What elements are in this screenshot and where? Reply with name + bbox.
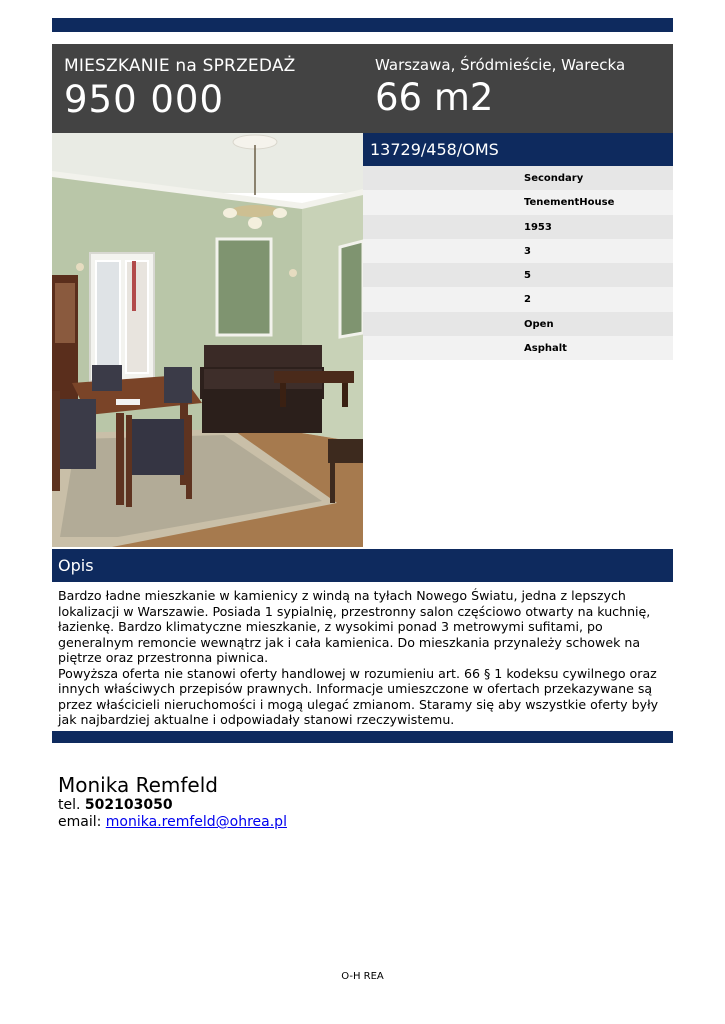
listing-header <box>52 44 673 133</box>
agent-phone-line <box>58 797 287 814</box>
description-paragraph: Bardzo ładne mieszkanie w kamienicy z windą na tyłach Nowego Światu, jedna z lepszych lokalizacji w Warszawie. Posiada 1 sypialnię, przestronny salon częściowo otwarty na kuchnię, łazienkę. Bardzo klimatyczne mieszkanie, z wysokimi ponad 3 metrowymi sufitami, po generalnym remoncie wewnątrz jak i cała kamienica. Do mieszkania przynależy schowek na piętrze oraz przestronna piwnica. <box>58 588 651 665</box>
bottom-accent-bar <box>52 731 673 743</box>
top-accent-bar <box>52 18 673 32</box>
detail-row-rooms <box>363 239 673 263</box>
header-right <box>375 56 625 119</box>
detail-row-building-type <box>363 190 673 214</box>
detail-row-road <box>363 336 673 360</box>
apartment-photo <box>52 133 363 547</box>
description-heading: Opis <box>58 556 94 575</box>
detail-row-year <box>363 215 673 239</box>
agent-contact <box>58 773 287 831</box>
detail-value: Secondary <box>524 173 584 184</box>
description-text <box>58 588 670 728</box>
detail-value: 1953 <box>524 221 552 233</box>
reference-bar <box>363 133 673 166</box>
agent-email-line <box>58 814 287 831</box>
footer-company: O-H REA <box>341 971 384 982</box>
email-label: email: <box>58 814 102 830</box>
reference-number: 13729/458/OMS <box>370 140 499 159</box>
phone-label: tel. <box>58 797 81 813</box>
detail-row-floor <box>363 287 673 311</box>
detail-value: TenementHouse <box>524 197 615 209</box>
listing-type: MIESZKANIE na SPRZEDAŻ <box>64 56 296 76</box>
description-heading-bar <box>52 549 673 582</box>
details-table <box>363 166 673 360</box>
detail-value: Asphalt <box>524 343 567 355</box>
location: Warszawa, Śródmieście, Warecka <box>375 56 626 74</box>
detail-value: 5 <box>524 270 531 282</box>
area: 66 m2 <box>375 76 494 119</box>
detail-row-kitchen <box>363 312 673 336</box>
detail-value: 3 <box>524 245 531 257</box>
detail-row-floors <box>363 263 673 287</box>
disclaimer-paragraph: Powyższa oferta nie stanowi oferty handlowej w rozumieniu art. 66 § 1 kodeksu cywilnego oraz innych właściwych przepisów prawnych. Informacje umieszczone w ofertach przekazywane są przez właścicieli nieruchomości i mogą ulegać zmianom. Staramy się aby wszystkie oferty były jak najbardziej aktualne i odpowiadały stanowi rzeczywistemu. <box>58 665 659 727</box>
detail-row-market <box>363 166 673 190</box>
email-link[interactable]: monika.remfeld@ohrea.pl <box>105 814 287 830</box>
detail-value: Open <box>524 318 554 330</box>
agent-name: Monika Remfeld <box>58 773 218 797</box>
price: 950 000 <box>64 78 225 121</box>
header-left <box>64 56 296 121</box>
phone-number: 502103050 <box>84 797 173 813</box>
detail-value: 2 <box>524 294 531 306</box>
